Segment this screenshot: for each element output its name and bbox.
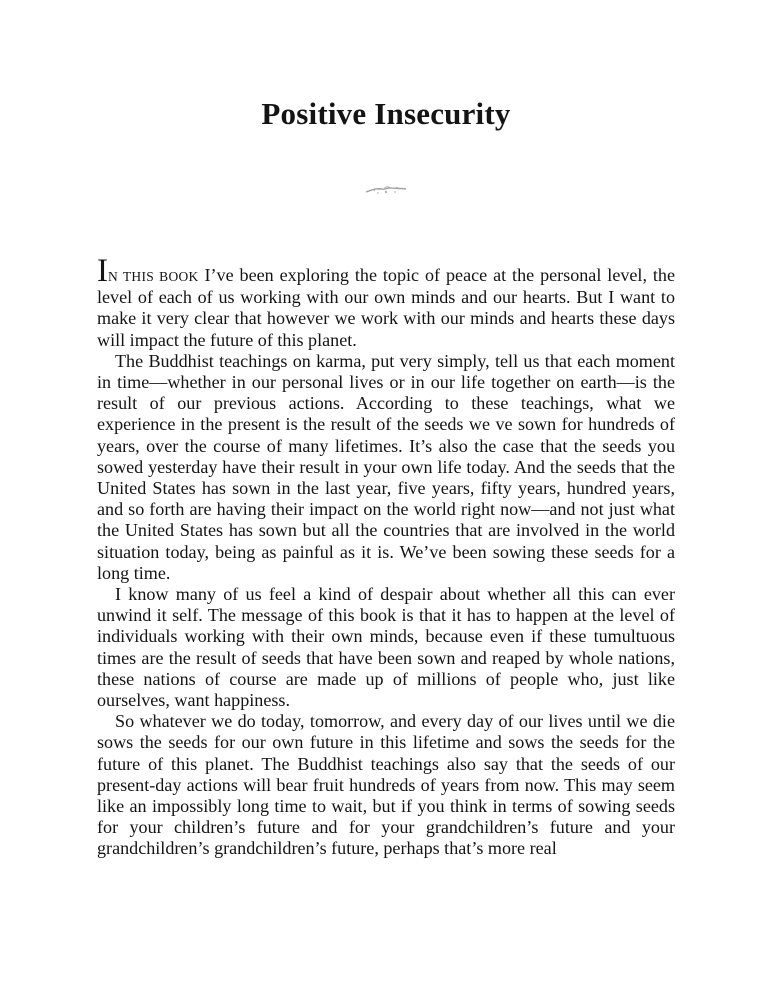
chapter-body — [97, 253, 675, 860]
opening-paragraph — [97, 253, 675, 351]
chapter-title: Positive Insecurity — [261, 96, 511, 131]
drop-cap: I — [97, 253, 108, 289]
opening-paragraph-text: I’ve been exploring the topic of peace at the personal level, the level of each of us working with our own minds and our hearts. But I want to make it very clear that however we work with our minds and hearts these days will impact the future of this planet. — [97, 265, 675, 350]
fleuron-ornament-icon — [364, 183, 408, 197]
paragraph-seeds: So whatever we do today, tomorrow, and every day of our lives until we die sows the seeds for our own future in this lifetime and sows the seeds for the future of this planet. The Buddhist teachings also say that the seeds of our present-day actions will bear fruit hundreds of years from now. This may seem like an impossibly long time to wait, but if you think in terms of sowing seeds for your children’s future and for your grandchildren’s future and your grandchildren’s grandchildren’s future, perhaps that’s more real — [97, 711, 675, 859]
paragraph-despair: I know many of us feel a kind of despair about whether all this can ever unwind it self. The message of this book is that it has to happen at the level of individuals working with their own minds, because even if these tumultuous times are the result of seeds that have been sown and reaped by whole nations, these nations of course are made up of millions of people who, just like ourselves, want happiness. — [97, 584, 675, 711]
small-caps-lead: N THIS BOOK — [108, 269, 199, 284]
paragraph-karma: The Buddhist teachings on karma, put very simply, tell us that each moment in time—whether in our personal lives or in our life together on earth—is the result of our previous actions. According to these teachings, what we experience in the present is the result of the seeds we ve sown for hundreds of years, over the course of many lifetimes. It’s also the case that the seeds you sowed yesterday have their result in your own life today. And the seeds that the United States has sown in the last year, five years, fifty years, hundred years, and so forth are having their impact on the world right now—and not just what the United States has sown but all the countries that are involved in the world situation today, being as painful as it is. We’ve been sowing these seeds for a long time. — [97, 350, 675, 583]
